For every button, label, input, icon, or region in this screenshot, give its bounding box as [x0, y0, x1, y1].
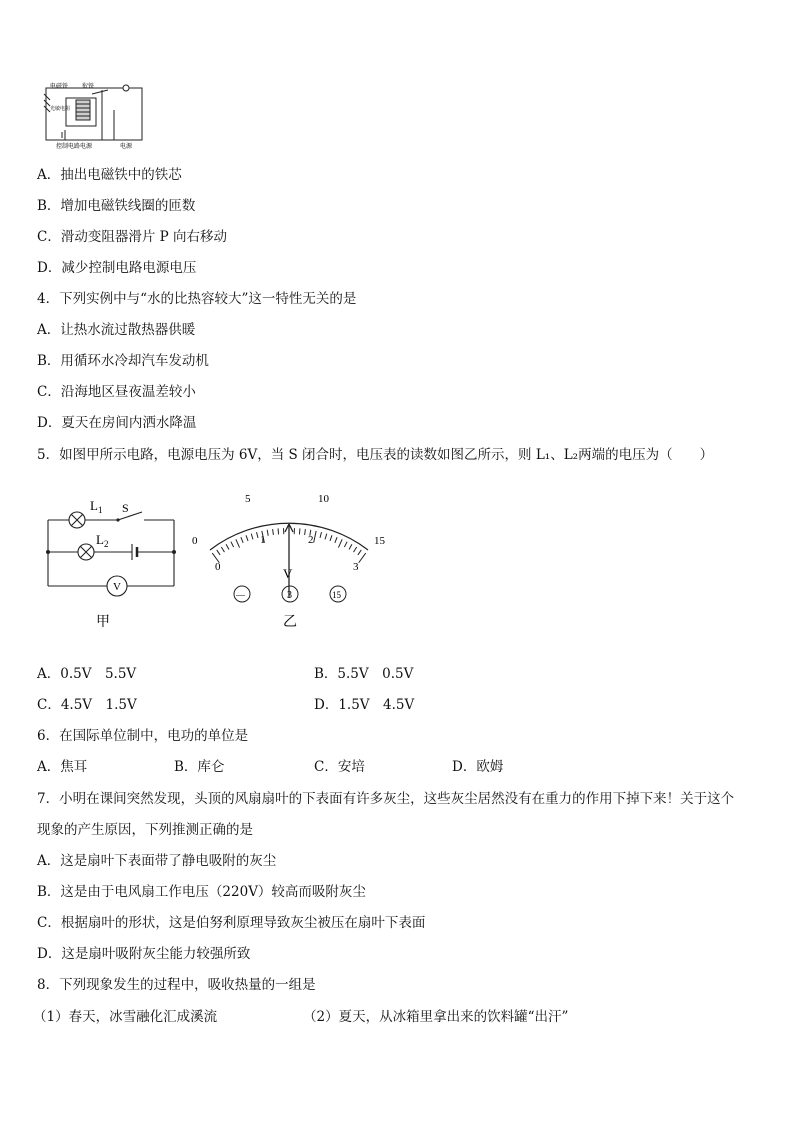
inner-tick-1: 1	[260, 534, 266, 546]
relay-circuit-figure	[36, 80, 146, 150]
meter-tick	[231, 542, 234, 547]
meter-tick	[221, 547, 224, 552]
meter-tick	[354, 547, 357, 552]
q4-option-b: B．用循环水冷却汽车发动机	[37, 353, 209, 369]
q6-option-b: B．库仑	[174, 759, 225, 775]
q5-stem: 5．如图甲所示电路，电源电压为 6V，当 S 闭合时，电压表的读数如图乙所示，则 L₁、L₂两端的电压为（ ）	[37, 447, 714, 463]
q6-option-d: D．欧姆	[452, 759, 504, 775]
meter-tick	[251, 534, 253, 540]
meter-tick	[359, 553, 366, 563]
q7-option-d: D．这是扇叶吸附灰尘能力较强所致	[37, 946, 251, 962]
q7-stem-line2: 现象的产生原因，下列推测正确的是	[37, 822, 253, 838]
meter-tick	[335, 537, 337, 543]
q5-option-a: A．0.5V 5.5V	[37, 666, 137, 682]
meter-unit-v: V	[283, 566, 293, 581]
inner-tick-3: 3	[353, 561, 359, 573]
meter-tick	[267, 530, 268, 536]
outer-tick-10: 10	[318, 493, 329, 505]
q6-option-a: A．焦耳	[37, 759, 88, 775]
q3-option-c: C．滑动变阻器滑片 P 向右移动	[37, 229, 227, 245]
caption-yi: 乙	[283, 615, 297, 630]
q7-option-b: B．这是由于电风扇工作电压（220V）较高而吸附灰尘	[37, 884, 366, 900]
label-control-power: 控制电路电源	[56, 143, 93, 150]
meter-tick	[273, 529, 274, 535]
voltmeter-dial-yi	[190, 488, 390, 638]
inner-tick-0: 0	[215, 561, 221, 573]
meter-tick	[349, 544, 352, 549]
q4-option-c: C．沿海地区昼夜温差较小	[37, 384, 196, 400]
q5-option-c: C．4.5V 1.5V	[37, 697, 137, 713]
meter-tick	[278, 528, 279, 534]
q7-option-c: C．根据扇叶的形状，这是伯努利原理导致灰尘被压在扇叶下表面	[37, 915, 426, 931]
label-electromagnet: 电磁铁	[50, 83, 69, 90]
label-ldr: 光敏电阻	[50, 106, 71, 112]
terminal-negative-label: —	[236, 590, 245, 600]
label-l2: $L_2$	[96, 532, 109, 549]
label-power: 电源	[120, 143, 133, 150]
meter-tick	[344, 542, 347, 547]
inner-tick-2: 2	[308, 534, 314, 546]
voltmeter-symbol-label: V	[113, 581, 121, 593]
q7-stem-line1: 7．小明在课间突然发现，头顶的风扇扇叶的下表面有许多灰尘，这些灰尘居然没有在重力的作用下掉下来！关于这个	[37, 791, 735, 807]
meter-tick	[241, 537, 243, 543]
meter-tick	[330, 535, 332, 541]
meter-tick	[246, 535, 248, 541]
meter-tick	[217, 550, 220, 555]
label-armature: 衔铁	[82, 83, 95, 90]
label-l1: $L_1$	[90, 498, 103, 515]
outer-tick-0: 0	[192, 535, 198, 547]
circuit-diagram-jia	[40, 490, 190, 635]
q3-option-d: D．减少控制电路电源电压	[37, 260, 197, 276]
meter-tick	[299, 528, 300, 534]
q8-stem: 8．下列现象发生的过程中，吸收热量的一组是	[37, 977, 316, 993]
meter-tick	[305, 529, 306, 535]
meter-tick	[338, 539, 342, 547]
meter-tick	[226, 544, 229, 549]
q4-option-d: D．夏天在房间内洒水降温	[37, 415, 197, 431]
q3-option-b: B．增加电磁铁线圈的匝数	[37, 198, 196, 214]
outer-tick-15: 15	[374, 535, 385, 547]
q3-option-a: A．抽出电磁铁中的铁芯	[37, 167, 182, 183]
q6-option-c: C．安培	[314, 759, 365, 775]
meter-tick	[320, 532, 321, 538]
terminal-15-label: 15	[332, 590, 341, 600]
meter-tick	[236, 539, 240, 547]
meter-tick	[325, 534, 327, 540]
terminal-3-label: 3	[287, 590, 292, 601]
q4-stem: 4．下列实例中与“水的比热容较大”这一特性无关的是	[37, 291, 357, 307]
q5-option-d: D．1.5V 4.5V	[314, 697, 415, 713]
q8-item-1: （1）春天，冰雪融化汇成溪流	[33, 1009, 218, 1025]
q4-option-a: A．让热水流过散热器供暖	[37, 322, 196, 338]
label-switch-s: S	[122, 501, 129, 515]
meter-tick	[257, 532, 258, 538]
q5-option-b: B．5.5V 0.5V	[314, 666, 414, 682]
q8-item-2: （2）夏天，从冰箱里拿出来的饮料罐“出汗”	[303, 1009, 569, 1025]
q7-option-a: A．这是扇叶下表面带了静电吸附的灰尘	[37, 853, 277, 869]
caption-jia: 甲	[96, 615, 110, 630]
meter-tick	[314, 531, 317, 543]
q6-stem: 6．在国际单位制中，电功的单位是	[37, 728, 249, 744]
meter-tick	[358, 550, 361, 555]
outer-tick-5: 5	[245, 493, 251, 505]
